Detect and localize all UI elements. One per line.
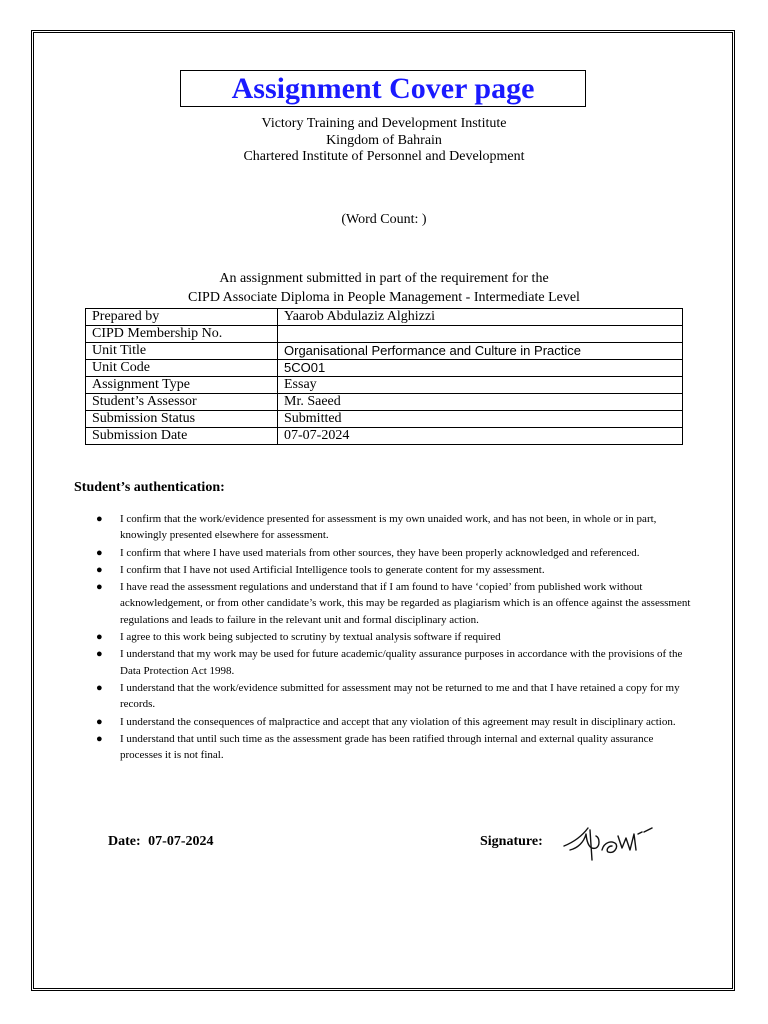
signature-image xyxy=(560,820,660,864)
row-value xyxy=(278,326,683,343)
date-label: Date: xyxy=(108,834,141,849)
row-value: Organisational Performance and Culture in Practice xyxy=(278,343,683,360)
list-item xyxy=(96,714,696,730)
bullet-icon: ● xyxy=(96,732,103,745)
bullet-icon: ● xyxy=(96,546,103,559)
list-item-text: I understand that the work/evidence submitted for assessment may not be returned to me and that I have retained a copy for my records. xyxy=(120,681,680,711)
title-box xyxy=(180,70,586,107)
row-label: Prepared by xyxy=(86,309,278,326)
row-value: Mr. Saeed xyxy=(278,394,683,411)
authentication-list xyxy=(96,511,696,764)
list-item-text: I confirm that the work/evidence presented for assessment is my own unaided work, and has not been, in whole or in part, knowingly presented elsewhere for assessment. xyxy=(120,513,657,542)
row-label: Student’s Assessor xyxy=(86,394,278,411)
row-value: Yaarob Abdulaziz Alghizzi xyxy=(278,309,683,326)
row-label: Submission Date xyxy=(86,428,278,445)
table-row xyxy=(86,343,683,360)
intro-line-1: An assignment submitted in part of the requirement for the xyxy=(219,271,549,286)
row-label: Unit Title xyxy=(86,343,278,360)
list-item xyxy=(96,731,696,764)
bullet-icon: ● xyxy=(96,681,103,694)
list-item xyxy=(96,680,696,713)
table-row xyxy=(86,309,683,326)
list-item-text: I understand that until such time as the assessment grade has been ratified through internal and external quality assurance processes it is not final. xyxy=(120,732,654,762)
authentication-heading: Student’s authentication: xyxy=(74,480,225,495)
table-row xyxy=(86,326,683,343)
list-item-text: I have read the assessment regulations and understand that if I am found to have ‘copied’ from published work without acknowledgement, or from other candidate’s work, this may be regarded as plagiarism which is an offence against the assessment regulations and leads to failure in the relevant unit and formal disciplinary action. xyxy=(120,581,691,626)
row-value: 5CO01 xyxy=(278,360,683,377)
list-item xyxy=(96,511,696,544)
list-item xyxy=(96,579,696,628)
list-item-text: I confirm that I have not used Artificial Intelligence tools to generate content for my assessment. xyxy=(120,563,545,576)
list-item-text: I agree to this work being subjected to scrutiny by textual analysis software if required xyxy=(120,631,501,644)
list-item-text: I understand that my work may be used for future academic/quality assurance purposes in accordance with the provisions of the Data Protection Act 1998. xyxy=(120,648,683,677)
intro-line-2: CIPD Associate Diploma in People Management - Intermediate Level xyxy=(188,290,580,305)
institution-name: Victory Training and Development Institute xyxy=(261,116,507,131)
signature-label: Signature: xyxy=(480,834,543,849)
institution-body: Chartered Institute of Personnel and Development xyxy=(243,149,525,164)
bullet-icon: ● xyxy=(96,563,103,576)
date-line xyxy=(108,834,213,850)
row-label: Assignment Type xyxy=(86,377,278,394)
list-item xyxy=(96,646,696,679)
bullet-icon: ● xyxy=(96,715,103,728)
row-value: 07-07-2024 xyxy=(278,428,683,445)
bullet-icon: ● xyxy=(96,581,103,594)
table-row xyxy=(86,394,683,411)
table-row xyxy=(86,411,683,428)
table-row xyxy=(86,428,683,445)
list-item-text: I confirm that where I have used materials from other sources, they have been properly acknowledged and referenced. xyxy=(120,546,640,559)
page-title: Assignment Cover page xyxy=(231,72,535,105)
row-label: Unit Code xyxy=(86,360,278,377)
bullet-icon: ● xyxy=(96,513,103,525)
bullet-icon: ● xyxy=(96,631,103,644)
row-value: Submitted xyxy=(278,411,683,428)
date-value: 07-07-2024 xyxy=(148,834,214,849)
list-item xyxy=(96,562,696,578)
word-count: (Word Count: ) xyxy=(341,212,427,227)
details-table xyxy=(85,308,683,445)
row-label: Submission Status xyxy=(86,411,278,428)
list-item xyxy=(96,545,696,561)
bullet-icon: ● xyxy=(96,648,103,661)
list-item-text: I understand the consequences of malpractice and accept that any violation of this agreement may result in disciplinary action. xyxy=(120,715,676,728)
list-item xyxy=(96,629,696,645)
table-row xyxy=(86,360,683,377)
row-value: Essay xyxy=(278,377,683,394)
institution-country: Kingdom of Bahrain xyxy=(326,133,442,148)
row-label: CIPD Membership No. xyxy=(86,326,278,343)
table-row xyxy=(86,377,683,394)
